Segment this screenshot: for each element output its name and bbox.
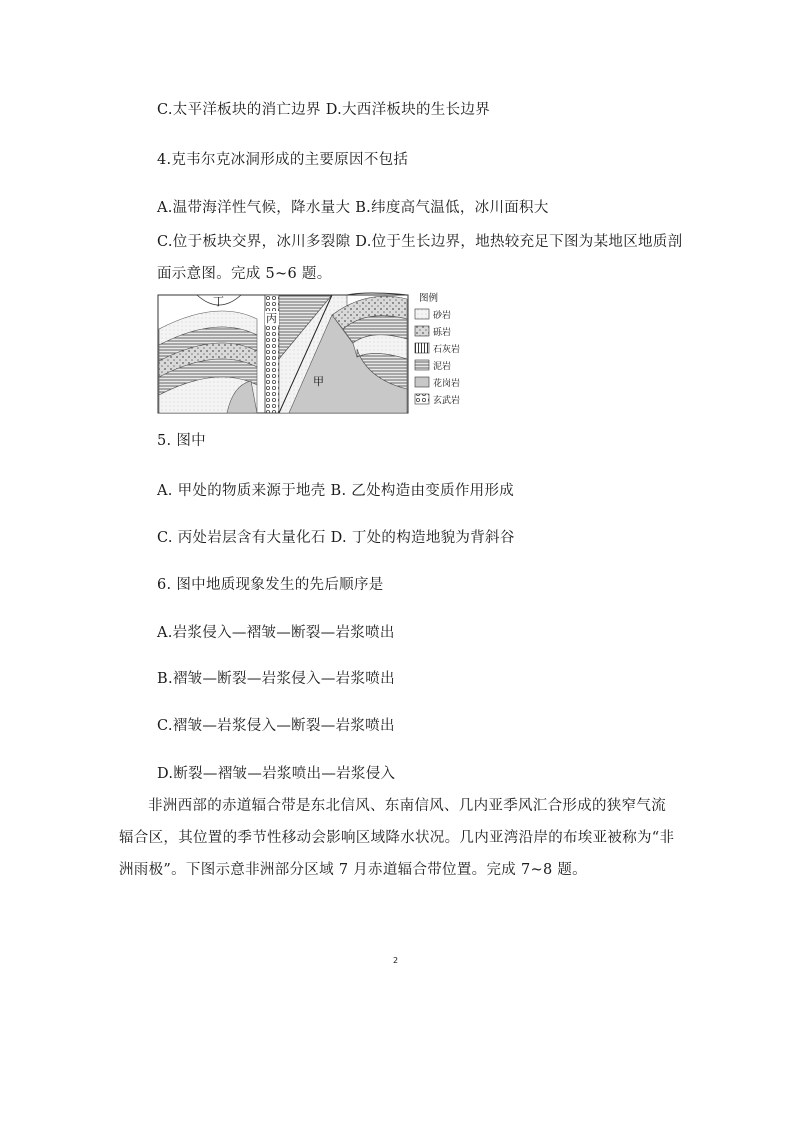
q6-option-c: C.褶皱—岩浆侵入—断裂—岩浆喷出 xyxy=(157,718,395,734)
q4-options-cd-line1: C.位于板块交界，冰川多裂隙 D.位于生长边界，地热较充足下图为某地区地质剖 xyxy=(157,234,683,250)
q6-option-a: A.岩浆侵入—褶皱—断裂—岩浆喷出 xyxy=(157,625,395,641)
q5-options-cd: C. 丙处岩层含有大量化石 D. 丁处的构造地貌为背斜谷 xyxy=(157,530,515,546)
page-number: 2 xyxy=(393,956,399,965)
legend-sandstone: 砂岩 xyxy=(433,311,452,321)
q6-option-b: B.褶皱—断裂—岩浆侵入—岩浆喷出 xyxy=(157,671,395,687)
legend-conglomerate: 砾岩 xyxy=(433,328,452,338)
q4-options-cd-line2: 面示意图。完成 5~6 题。 xyxy=(157,266,332,282)
legend-limestone: 石灰岩 xyxy=(433,345,461,355)
q5-options-ab: A. 甲处的物质来源于地壳 B. 乙处构造由变质作用形成 xyxy=(157,483,515,499)
label-bing-box xyxy=(265,311,279,325)
q3-options-cd: C.太平洋板块的消亡边界 D.大西洋板块的生长边界 xyxy=(157,102,491,118)
q6-stem: 6. 图中地质现象发生的先后顺序是 xyxy=(157,577,384,593)
legend xyxy=(415,292,460,406)
geologic-cross-section-figure xyxy=(157,289,477,415)
legend-title: 图例 xyxy=(419,293,439,304)
q5-stem: 5. 图中 xyxy=(157,433,206,449)
label-jia: 甲 xyxy=(313,375,324,388)
legend-granite: 花岗岩 xyxy=(433,379,461,389)
q4-options-ab: A.温带海洋性气候，降水量大 B.纬度高气温低，冰川面积大 xyxy=(157,200,549,216)
legend-mudstone: 泥岩 xyxy=(433,362,452,372)
itcz-intro-paragraph: 非洲西部的赤道辐合带是东北信风、东南信风、几内亚季风汇合形成的狭窄气流辐合区，其位置的季节性移动会影响区域降水状况。几内亚湾沿岸的布埃亚被称为“非洲雨极”。下图示意非洲部分区域 7 月赤道辐合带位置。完成 7~8 题。 xyxy=(119,798,675,878)
q4-stem: 4.克韦尔克冰洞形成的主要原因不包括 xyxy=(157,152,409,168)
label-ding: 丁 xyxy=(213,295,224,308)
legend-basalt: 玄武岩 xyxy=(433,396,461,406)
cross-section-panel xyxy=(158,293,408,413)
q6-option-d: D.断裂—褶皱—岩浆喷出—岩浆侵入 xyxy=(157,766,396,782)
label-bing: 丙 xyxy=(266,312,277,325)
